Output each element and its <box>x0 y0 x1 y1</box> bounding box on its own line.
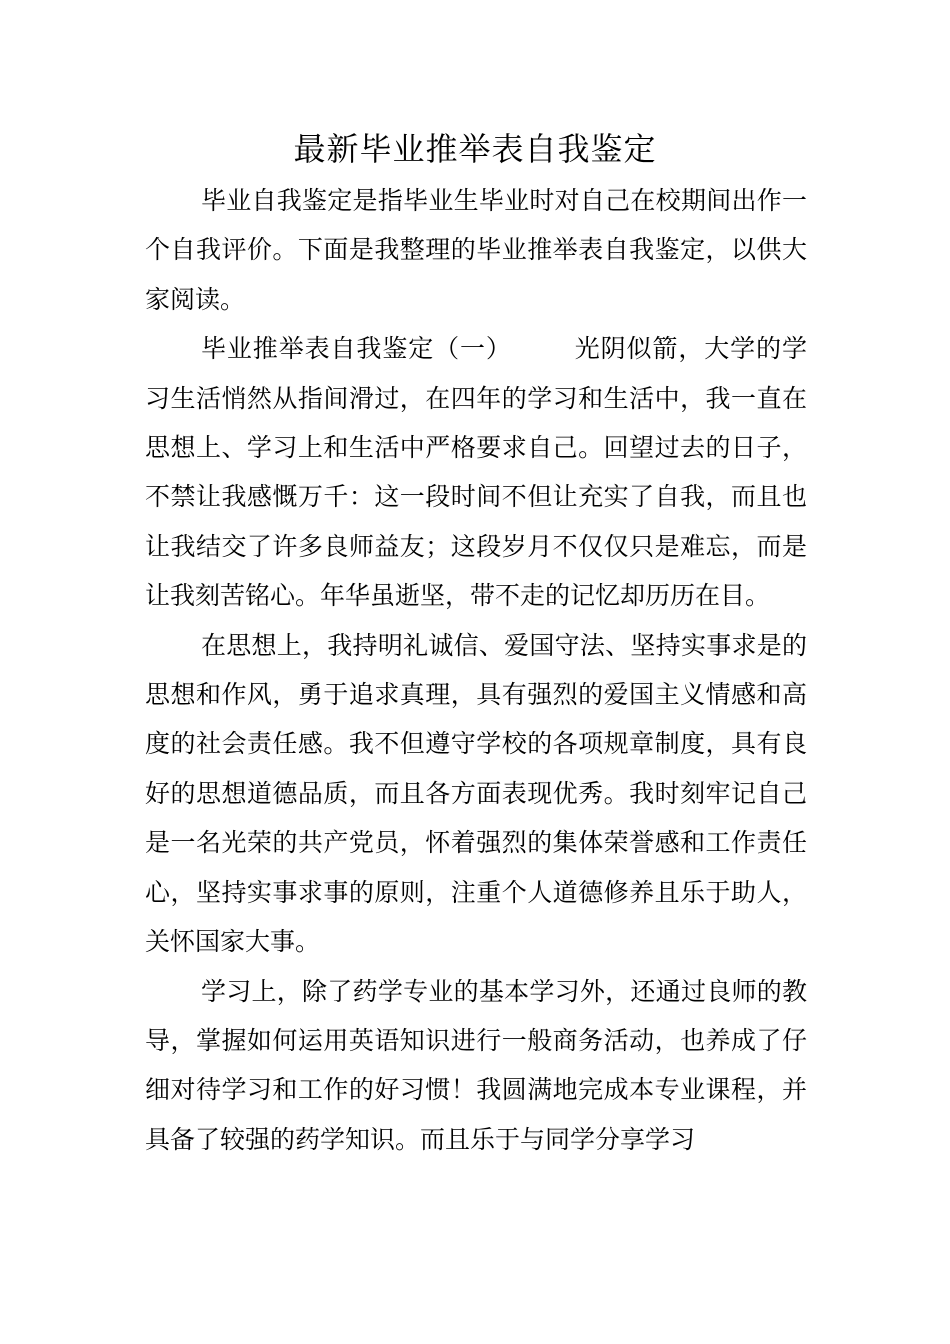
section-one-paragraph <box>145 324 807 620</box>
thought-paragraph: 在思想上，我持明礼诚信、爱国守法、坚持实事求是的思想和作风，勇于追求真理，具有强烈的爱国主义情感和高度的社会责任感。我不但遵守学校的各项规章制度，具有良好的思想道德品质，而且各方面表现优秀。我时刻牢记自己是一名光荣的共产党员，怀着强烈的集体荣誉感和工作责任心，坚持实事求事的原则，注重个人道德修养且乐于助人，关怀国家大事。 <box>145 630 807 957</box>
section-heading: 毕业推举表自我鉴定（一） <box>201 334 512 364</box>
intro-paragraph: 毕业自我鉴定是指毕业生毕业时对自己在校期间出作一个自我评价。下面是我整理的毕业推举表自我鉴定，以供大家阅读。 <box>145 186 807 314</box>
section-one-text: 光阴似箭，大学的学习生活悄然从指间滑过，在四年的学习和生活中，我一直在思想上、学习上和生活中严格要求自己。回望过去的日子，不禁让我感慨万千：这一段时间不但让充实了自我，而且也让我结交了许多良师益友；这段岁月不仅仅只是难忘，而是让我刻苦铭心。年华虽逝坚，带不走的记忆却历历在目。 <box>145 334 807 611</box>
document-title: 最新毕业推举表自我鉴定 <box>293 130 657 168</box>
study-paragraph: 学习上，除了药学专业的基本学习外，还通过良师的教导，掌握如何运用英语知识进行一般商务活动，也养成了仔细对待学习和工作的好习惯！我圆满地完成本专业课程，并具备了较强的药学知识。而且乐于与同学分享学习 <box>145 976 807 1154</box>
document-body <box>145 176 807 1164</box>
